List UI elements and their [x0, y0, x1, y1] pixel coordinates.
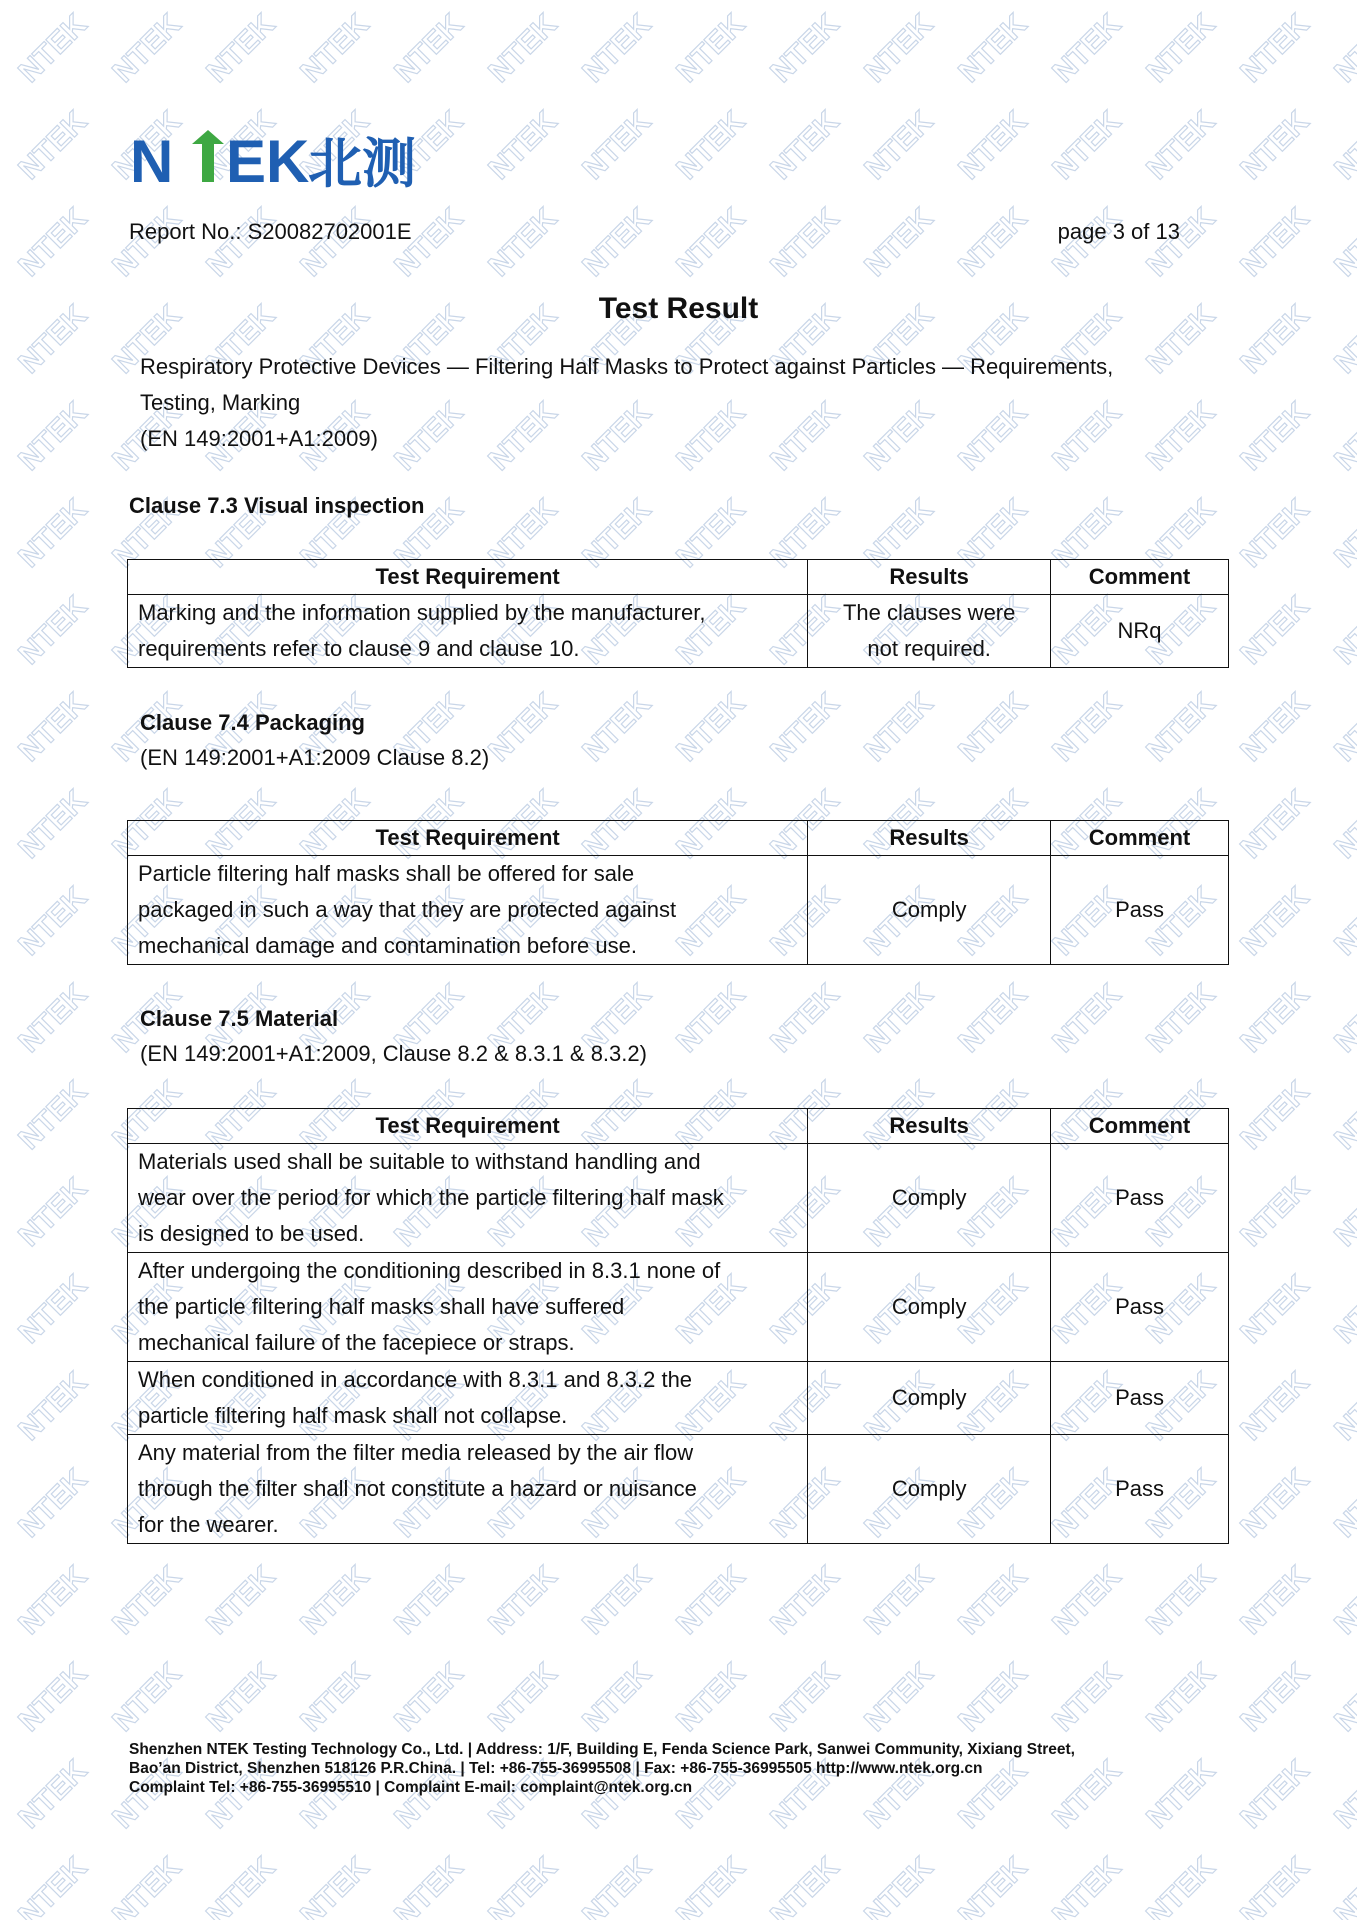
comment-cell: Pass: [1051, 856, 1229, 965]
column-header-results: Results: [808, 560, 1051, 595]
clause-7-3-heading: Clause 7.3 Visual inspection: [129, 493, 425, 518]
result-cell: Comply: [808, 1144, 1051, 1253]
column-header-comment: Comment: [1051, 1109, 1229, 1144]
clause-7-5-heading: Clause 7.5 Material: [140, 1006, 339, 1031]
requirement-cell: Marking and the information supplied by the manufacturer, requirements refer to clause 9 and clause 10.: [128, 595, 808, 668]
clause-7-4-reference: (EN 149:2001+A1:2009 Clause 8.2): [140, 745, 490, 770]
requirement-cell: Particle filtering half masks shall be offered for sale packaged in such a way that they are protected against mechanical damage and contamination before use.: [128, 856, 808, 965]
result-cell: Comply: [808, 856, 1051, 965]
comment-cell: Pass: [1051, 1435, 1229, 1544]
comment-cell: Pass: [1051, 1362, 1229, 1435]
svg-text:北测: 北测: [308, 132, 416, 190]
clause-7-5-reference: (EN 149:2001+A1:2009, Clause 8.2 & 8.3.1 & 8.3.2): [140, 1041, 647, 1066]
clause-7-3-table: [127, 559, 1229, 668]
column-header-requirement: Test Requirement: [128, 560, 808, 595]
table-row: [128, 1435, 1229, 1544]
result-cell: Comply: [808, 1362, 1051, 1435]
table-row: [128, 1253, 1229, 1362]
logo-arrow-icon: [192, 130, 224, 182]
table-header-row: [128, 821, 1229, 856]
column-header-comment: Comment: [1051, 560, 1229, 595]
table-row: [128, 856, 1229, 965]
page-number: page 3 of 13: [1057, 219, 1180, 244]
company-footer: Shenzhen NTEK Testing Technology Co., Ltd. | Address: 1/F, Building E, Fenda Science Park, Sanwei Community, Xixiang Street, Bao’an District, Shenzhen 518126 P.R.China. | Tel: +86-755-36995508 | Fax: +86-755-36995505 http://www.ntek.org.cn Complaint Tel: +86-755-36995510 | Complaint E-mail: complaint@ntek.org.cn: [129, 1741, 1075, 1796]
comment-cell: Pass: [1051, 1253, 1229, 1362]
result-cell: Comply: [808, 1435, 1051, 1544]
svg-text:EK: EK: [226, 130, 310, 190]
column-header-requirement: Test Requirement: [128, 1109, 808, 1144]
standard-description: Respiratory Protective Devices — Filtering Half Masks to Protect against Particles — Requirements, Testing, Marking (EN 149:2001+A1:2009): [140, 354, 1114, 451]
svg-text:N: N: [130, 130, 173, 190]
table-header-row: [128, 1109, 1229, 1144]
clause-7-5-table: [127, 1108, 1229, 1544]
clause-7-4-heading: Clause 7.4 Packaging: [140, 710, 365, 735]
result-cell: The clauses were not required.: [808, 595, 1051, 668]
table-row: [128, 1362, 1229, 1435]
result-cell: Comply: [808, 1253, 1051, 1362]
requirement-cell: Any material from the filter media released by the air flow through the filter shall not constitute a hazard or nuisance for the wearer.: [128, 1435, 808, 1544]
page-title: Test Result: [598, 292, 759, 325]
table-row: [128, 1144, 1229, 1253]
comment-cell: NRq: [1051, 595, 1229, 668]
table-header-row: [128, 560, 1229, 595]
requirement-cell: When conditioned in accordance with 8.3.1 and 8.3.2 the particle filtering half mask shall not collapse.: [128, 1362, 808, 1435]
column-header-results: Results: [808, 821, 1051, 856]
ntek-logo: [130, 130, 500, 190]
requirement-cell: After undergoing the conditioning described in 8.3.1 none of the particle filtering half masks shall have suffered mechanical failure of the facepiece or straps.: [128, 1253, 808, 1362]
clause-7-4-table: [127, 820, 1229, 965]
column-header-results: Results: [808, 1109, 1051, 1144]
requirement-cell: Materials used shall be suitable to withstand handling and wear over the period for which the particle filtering half mask is designed to be used.: [128, 1144, 808, 1253]
table-row: [128, 595, 1229, 668]
report-number: Report No.: S20082702001E: [129, 219, 412, 244]
column-header-comment: Comment: [1051, 821, 1229, 856]
column-header-requirement: Test Requirement: [128, 821, 808, 856]
comment-cell: Pass: [1051, 1144, 1229, 1253]
